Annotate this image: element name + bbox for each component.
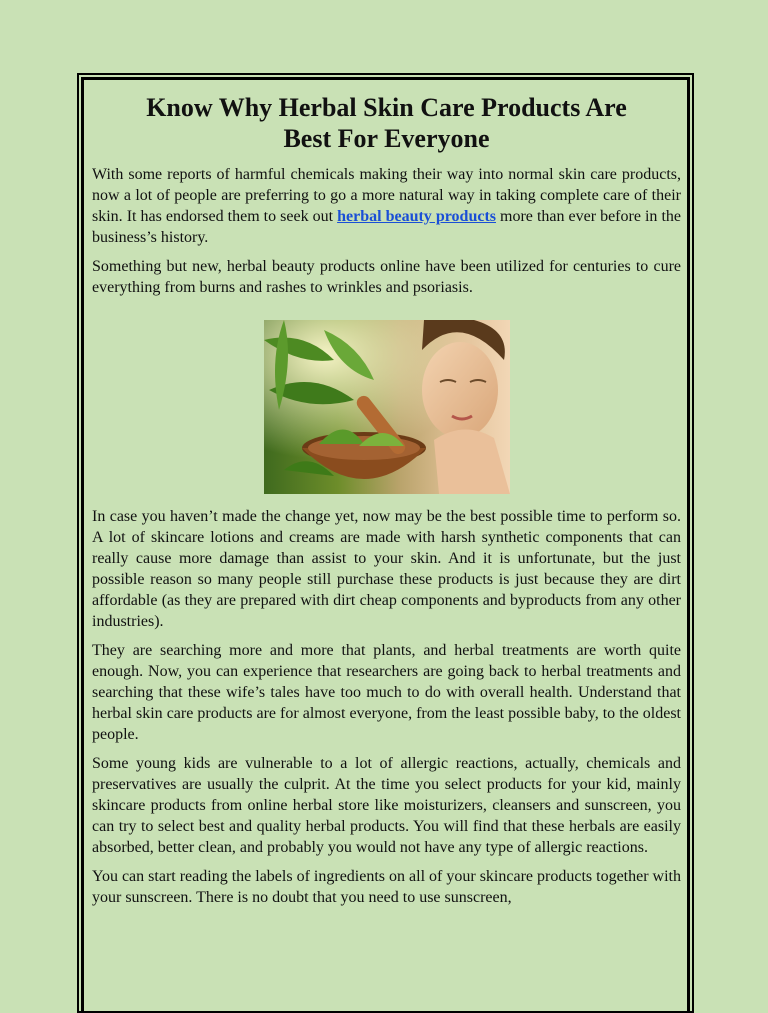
paragraph-intro-start: With some reports of harmful chemicals making their way into normal skin care products, now a lot of people are preferring to go a more natural way in taking complete care of their skin. It has endorsed them to seek out (92, 166, 681, 225)
paragraph-intro (92, 164, 681, 248)
page-border (77, 73, 694, 1013)
herbal-beauty-products-link[interactable]: herbal beauty products (337, 208, 496, 225)
paragraph-labels: You can start reading the labels of ingredients on all of your skincare products together with your sunscreen. There is no doubt that you need to use sunscreen, (92, 868, 681, 906)
paragraph-intro-end: more than ever before in the business’s history. (92, 208, 681, 246)
paragraph-history: Something but new, herbal beauty products online have been utilized for centuries to cure everything from burns and rashes to wrinkles and psoriasis. (92, 258, 681, 296)
paragraph-kids: Some young kids are vulnerable to a lot of allergic reactions, actually, chemicals and preservatives are usually the culprit. At the time you select products for your kid, mainly skincare products from online herbal store like moisturizers, cleansers and sunscreen, you can try to select best and quality herbal products. You will find that these herbals are easily absorbed, better clean, and probably you would not have any type of allergic reactions. (92, 755, 681, 856)
herbal-skincare-illustration (264, 320, 510, 494)
article-container (81, 77, 690, 1011)
herbal-skincare-image (264, 320, 510, 494)
paragraph-research: They are searching more and more that plants, and herbal treatments are worth quite enough. Now, you can experience that researchers are going back to herbal treatments and searching that these wife’s tales have too much to do with overall health. Understand that herbal skin care products are for almost everyone, from the least possible baby, to the oldest people. (92, 642, 681, 743)
article-title: Know Why Herbal Skin Care Products Are Best For Everyone (146, 93, 627, 153)
paragraph-make-change: In case you haven’t made the change yet, now may be the best possible time to perform so. A lot of skincare lotions and creams are made with harsh synthetic components that can really cause more damage than assist to your skin. And it is unfortunate, but the just possible reason so many people still purchase these products is just because they are dirt affordable (as they are prepared with dirt cheap components and byproducts from any other industries). (92, 508, 681, 630)
